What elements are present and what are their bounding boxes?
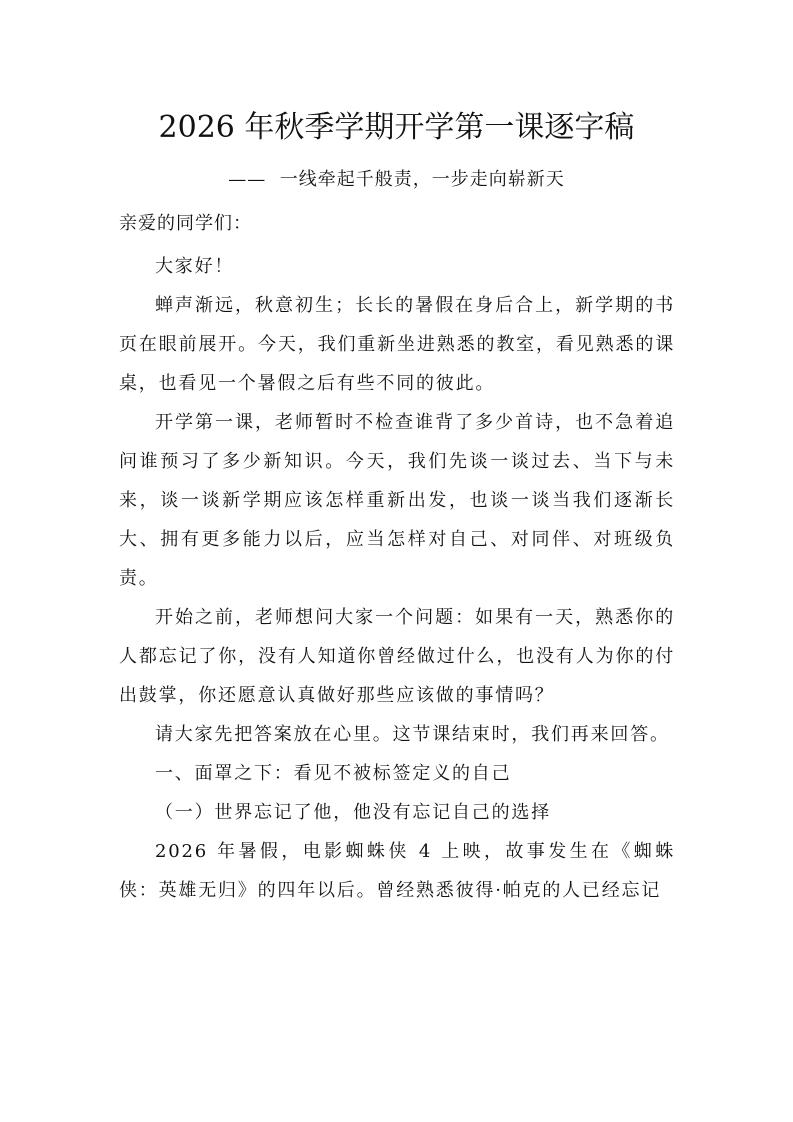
paragraph-hello: 大家好！ — [155, 256, 235, 277]
document-subtitle: —— 一线牵起千般责，一步走向崭新天 — [228, 169, 565, 190]
document-title: 2026 年秋季学期开学第一课逐字稿 — [158, 110, 635, 145]
paragraph-first-lesson: 开学第一课，老师暂时不检查谁背了多少首诗，也不急着追问谁预习了多少新知识。今天，我们先谈一谈过去、当下与未来，谈一谈新学期应该怎样重新出发，也谈一谈当我们逐渐长大、拥有更多能力以后，应当怎样对自己、对同伴、对班级负责。 — [119, 412, 675, 589]
paragraph-intro: 蝉声渐远，秋意初生；长长的暑假在身后合上，新学期的书页在眼前展开。今天，我们重新坐进熟悉的教室，看见熟悉的课桌，也看见一个暑假之后有些不同的彼此。 — [119, 295, 675, 394]
paragraph-answer-later: 请大家先把答案放在心里。这节课结束时，我们再来回答。 — [155, 724, 670, 745]
subsection-heading-1: （一）世界忘记了他，他没有忘记自己的选择 — [155, 802, 551, 823]
paragraph-question: 开始之前，老师想问大家一个问题：如果有一天，熟悉你的人都忘记了你，没有人知道你曾经做过什么，也没有人为你的付出鼓掌，你还愿意认真做好那些应该做的事情吗？ — [119, 607, 675, 706]
section-heading-1: 一、面罩之下：看见不被标签定义的自己 — [155, 763, 512, 784]
greeting-line: 亲爱的同学们： — [119, 213, 252, 234]
document-body — [119, 247, 675, 910]
paragraph-spiderman: 2026 年暑假，电影蜘蛛侠 4 上映，故事发生在《蜘蛛侠：英雄无归》的四年以后。曾经熟悉彼得·帕克的人已经忘记 — [119, 841, 675, 901]
